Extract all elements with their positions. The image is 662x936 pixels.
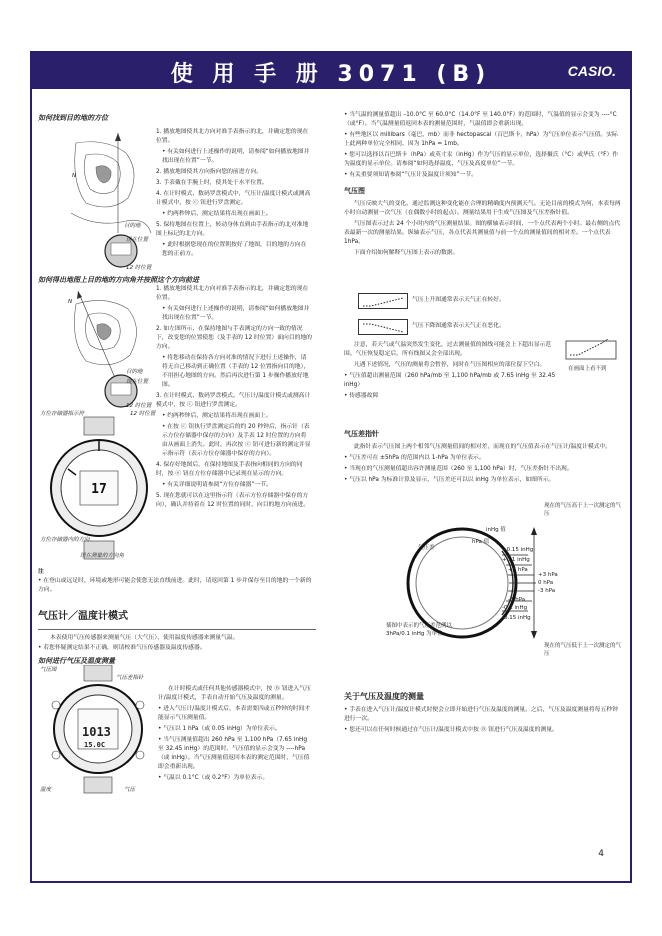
barometer-intro: 本表使用气压传感器来测量气压（大气压），使用温度传感器来测量气温。 — [50, 634, 239, 641]
bullet-text: • 气压值超出测量范围（260 hPa/mb 至 1,100 hPa/mb 或 7.65 inHg 至 32.45 inHg） — [344, 372, 556, 388]
page-frame — [30, 51, 632, 883]
section-find-destination-title: 如何找到目的地的方位 — [38, 114, 108, 122]
casio-logo: CASIO. — [567, 63, 616, 79]
step-text: 2. 如左图所示，在保持地图与手表测定的方向一致的情况下，改变您的位置使您（及手表的 12 时位置）面向目的地的方向。 — [156, 325, 312, 350]
bearing-memory-indicator-label: 方位存储器指示符 — [40, 411, 85, 417]
pressure-diff-pointer-label: 气压差指针 — [116, 675, 144, 681]
falling-graph-caption: 气压下降图通常表示天气正在恶化。 — [412, 323, 505, 329]
barometer-note: • 若您怀疑测定结果不正确，则请校准气压传感器及温度传感器。 — [38, 645, 206, 652]
measurement-about-title: 关于气压及温度的测量 — [344, 692, 424, 701]
falling-graph-icon — [358, 319, 408, 335]
pressure-label: 气压 — [124, 787, 136, 793]
step-text: 4. 在计时模式、数码罗盘模式中，气压计/温度计模式或测高计模式中，按 ⓒ 钮进行罗盘测定。 — [156, 190, 311, 206]
step-text: • 在按 ⓒ 钮执行罗盘测定后的约 20 秒钟后，指示针（表示方位存储器中保存的方向）及手表 12 时位置的方向将由从画面上消失。此时，再次按 ⓒ 钮可进行新的测定并显示指示符（表示方位存储器中保存的方向）。 — [162, 423, 311, 457]
note-text: • 在登山或远足时，环境或地形可能会使您无法直线前进。此时，请返回第 1 步并保存至目的地的一个新的方向。 — [38, 577, 312, 593]
higher-pressure-note: 现在的气压高于上一次测定的气压 — [544, 503, 622, 517]
rising-graph-caption: 气压上升图通常表示天气正在转好。 — [412, 297, 505, 303]
bullet-text: • 手表在进入气压计/温度计模式时便会立即开始进行气压及温度的测量。之后，气压及温度测量将每五秒钟进行一次。 — [344, 707, 618, 723]
paragraph: 气压图表示过去 24 个小时内的气压测量结果。图的横轴表示时间，一个点代表两个小时。最右侧的点代表最新一次的测量结果。纵轴表示气压，各点代表其测量值与前一个点的测量值间的相对差。一个点代表 1hPa。 — [344, 220, 621, 245]
step-text: • 约两秒钟后，测定结果将出现在画面上。 — [162, 412, 272, 419]
step-text: 1. 播放地图使其北方向对准手表指示的北，并确定您的现在位置。 — [156, 286, 309, 301]
gauge-example-note: 插图中表示的气压差范例以 3hPa/0.1 inHg 为单位。 — [386, 623, 453, 637]
step-text: 5. 现在您就可以在这里指示符（表示方位存储器中保存的方向），确认并持着在 12 时位置的同时，向目的地方向前进。 — [156, 492, 310, 508]
map-figure-2 — [66, 289, 156, 409]
step-text: • 此时根据您现在的位置朝按好了地图，目的地的方向在您的正前方。 — [162, 241, 307, 257]
paragraph: 此指针表示气压图上两个相邻气压测量值间的相对差，而现在的气压值表示在气压计/温度计模式中。 — [354, 443, 612, 450]
howto-text: • 气压以 1 hPa（或 0.05 inHg）为单位表示。 — [158, 725, 281, 732]
map1-destination-label: 目的地 — [124, 223, 141, 229]
tick-label: +5 hPa — [508, 567, 528, 573]
section-bearing-title: 如何得出地图上目的地的方向角并按照这个方向前进 — [38, 276, 199, 284]
barometer-watch-figure — [40, 665, 156, 795]
bullet-text: • 当现在的气压测量值超出容许测量范围（260 至 1,100 hPa）时，气压差指针不出现。 — [344, 465, 573, 472]
bullet-text: • 有些地区以 millibars（毫巴，mb）而非 hectopascal（百巴斯卡，hPa）为气压单位表示气压值。实际上此两种单位完全相同，因为 1hPa = 1mb。 — [344, 131, 618, 147]
title-banner — [32, 53, 630, 89]
graph-notes — [344, 341, 558, 403]
left-column — [38, 113, 316, 127]
paragraph: 气压反映大气的变化。通过监测这种变化能在合理的精确度内预测天气。无论目前的模式为何，本表每两小时自动测量一次气压（在偶数小时的起点）。测量结果用于生成气压图及气压差指针值。 — [344, 200, 621, 216]
pressure-difference-gauge — [352, 501, 624, 659]
hpa-value-label: hPa 值 — [472, 539, 490, 545]
howto-text: 在计时模式或任何其他传感器模式中，按 Ⓑ 钮进入气压计/温度计模式，手表自动开始气压及温度的测量。 — [158, 686, 311, 701]
bullet-text: • 您还可以在任何时候通过在气压计/温度计模式中按 Ⓑ 钮进行气压及温度的测量。 — [344, 727, 558, 734]
not-visible-label: 在画面上看不到 — [568, 366, 607, 372]
map-figure-1 — [66, 133, 156, 271]
bullet-text: • 您可以选择以百巴斯卡（hPa）或英寸汞（inHg）作为气压的显示单位，选择摄氏（°C）或华氏（°F）作为温度的显示单位。请参阅“如何选择温度、气压及高度单位”一节。 — [344, 151, 619, 167]
map1-current-position-label: 现在位置 — [126, 237, 149, 243]
step-text: • 约两秒钟后，测定结果将出现在画面上。 — [162, 210, 272, 217]
bullet-text: • 有关重要须知请参阅“气压计及温度计须知”一节。 — [344, 171, 478, 178]
map2-twelve-oclock-label: 12 时位置 — [126, 403, 152, 409]
watch-bearing-figure — [40, 413, 158, 563]
svg-text:17: 17 — [91, 482, 107, 497]
step-text: 5. 保持地图在位置上，转动身体直到由手表指示的北对准地图上标记的北方向。 — [156, 221, 309, 237]
manual-title: 使 用 手 册 3071 (B) — [170, 62, 492, 87]
step-text: • 有关如何进行上述操作的说明，请参阅“如何播放地图并找出现在位置”一节。 — [162, 305, 310, 321]
bullet-text: • 气压差可在 ±5hPa 的范围内以 1-hPa 为单位表示。 — [344, 454, 485, 461]
paragraph: 凡遇下述情况，气压的测量将会暂停，同时在气压图相应的部位留下空白。 — [354, 361, 546, 368]
step-text: 3. 在计时模式、数码罗盘模式、气压计/温度计模式或测高计模式中，按 ⓒ 钮进行罗盘测定。 — [156, 392, 311, 408]
diff-pointer-section — [344, 423, 622, 487]
paragraph: 下面介绍如何解释气压图上表示的数据。 — [354, 249, 459, 256]
step-text: 4. 保存好地图后，在保持地图及手表指向相同的方向的同时，按 ⓔ 钮在方位存储器中记录现在显示的方向。 — [156, 461, 303, 477]
tick-label: +0.15 inHg — [502, 547, 534, 553]
barometer-section — [38, 601, 316, 670]
step-text: • 有关如何进行上述操作的说明，请参阅“如何播放地图并找出现在位置”一节。 — [162, 148, 310, 164]
bullet-text: • 当气温的测量值超出 –10.0°C 至 60.0°C（14.0°F 至 140.0°F）的范围时，气温值的显示会变为 ----°C（或°F）。当气温测量值返回本表的测量范围时，气温值即会重新出现。 — [344, 112, 617, 127]
map1-twelve-oclock-label: 12 时位置 — [126, 265, 152, 271]
diff-pointer-title: 气压差指针 — [344, 430, 379, 438]
tick-label: -0.15 inHg — [502, 615, 531, 621]
out-of-range-graph-figure — [564, 339, 618, 379]
tick-label: -0.1 inHg — [502, 605, 528, 611]
pressure-graph-label: 气压图 — [40, 667, 57, 673]
note-block — [38, 568, 316, 597]
paragraph: 注意，若天气或气温突然发生变化，过去测量值的图线可能会上下超出显示范围。气压恢复稳定后，所有线图又会全部出现。 — [344, 342, 552, 357]
pressure-readout: 1013 — [82, 725, 111, 739]
bullet-text: • 传感器故障 — [344, 392, 379, 399]
note-title: 注 — [38, 569, 44, 575]
inhg-value-label: inHg 值 — [486, 527, 506, 533]
measurement-about-section — [344, 685, 622, 737]
map2-north-label: N — [68, 299, 73, 305]
barometer-section-title: 气压计／温度计模式 — [38, 611, 128, 622]
tick-label: +3 hPa — [538, 572, 558, 578]
bullet-text: • 气压以 hPa 为标准计算及显示，气压差还可以以 inHg 为单位表示，如图所示。 — [344, 476, 555, 483]
find-destination-steps — [156, 128, 312, 261]
step-text: 2. 播放地图使其方向指向您的前进方向。 — [156, 168, 262, 175]
section-rule — [38, 629, 316, 630]
lower-pressure-note: 现在的气压低于上一次测定的气压 — [544, 643, 622, 657]
measurement-howto-body — [158, 685, 314, 785]
map1-north-label: N — [72, 173, 77, 179]
howto-text: • 进入气压计/温度计模式后，本表需要四或五秒钟的时间才能显示气压测量值。 — [158, 705, 311, 721]
pressure-graph-title: 气压图 — [344, 186, 365, 195]
watch-twelve-oclock-label: 12 时位置 — [130, 411, 156, 417]
stored-direction-label: 方位存储器内的方向 — [40, 537, 90, 543]
tick-label: 0 hPa — [538, 580, 554, 586]
measurement-howto-title: 如何进行气压及温度测量 — [38, 657, 115, 666]
tick-label: -3 hPa — [538, 588, 556, 594]
page-number: 4 — [598, 849, 604, 859]
right-column — [344, 111, 622, 260]
step-text: 3. 手表戴在手腕上时，使其处于水平位置。 — [156, 179, 268, 186]
howto-text: • 当气压测量值超出 260 hPa 至 1,100 hPa（7.65 inHg 至 32.45 inHg）的范围时，气压值的显示会变为 ----hPa（或 inHg）。当气压测量值返回本表的测定范围时，气压值即会重新出现。 — [158, 736, 310, 770]
step-text: • 有关详细说明请参阅“方位存储器”一节。 — [162, 481, 272, 488]
temperature-label: 温度 — [40, 787, 52, 793]
pressure-diff-label: 气压差 — [418, 545, 435, 551]
step-text: 1. 播放地图使其北方向对准手表指示的北，并确定您的现在位置。 — [156, 129, 309, 144]
rising-graph-icon — [358, 293, 408, 309]
tick-label: +0.1 inHg — [502, 557, 530, 563]
current-bearing-label: 现在测量的方向角 — [80, 553, 125, 559]
bearing-steps — [156, 285, 312, 512]
tick-label: -5 hPa — [508, 597, 526, 603]
howto-text: • 气温以 0.1°C（或 0.2°F）为单位表示。 — [158, 774, 269, 781]
temperature-readout: 15.0C — [84, 741, 106, 749]
map2-destination-label: 目的地 — [126, 369, 143, 375]
map2-current-position-label: 现在位置 — [126, 379, 149, 385]
step-text: • 将您移动在保持各方向对准的情况下进行上述操作，请将无自己移动到正确位置（手表的 12 位置指向目的地），不用担心地图的方向。然后再次进行第 1 步操作播放好地图。 — [162, 354, 310, 388]
